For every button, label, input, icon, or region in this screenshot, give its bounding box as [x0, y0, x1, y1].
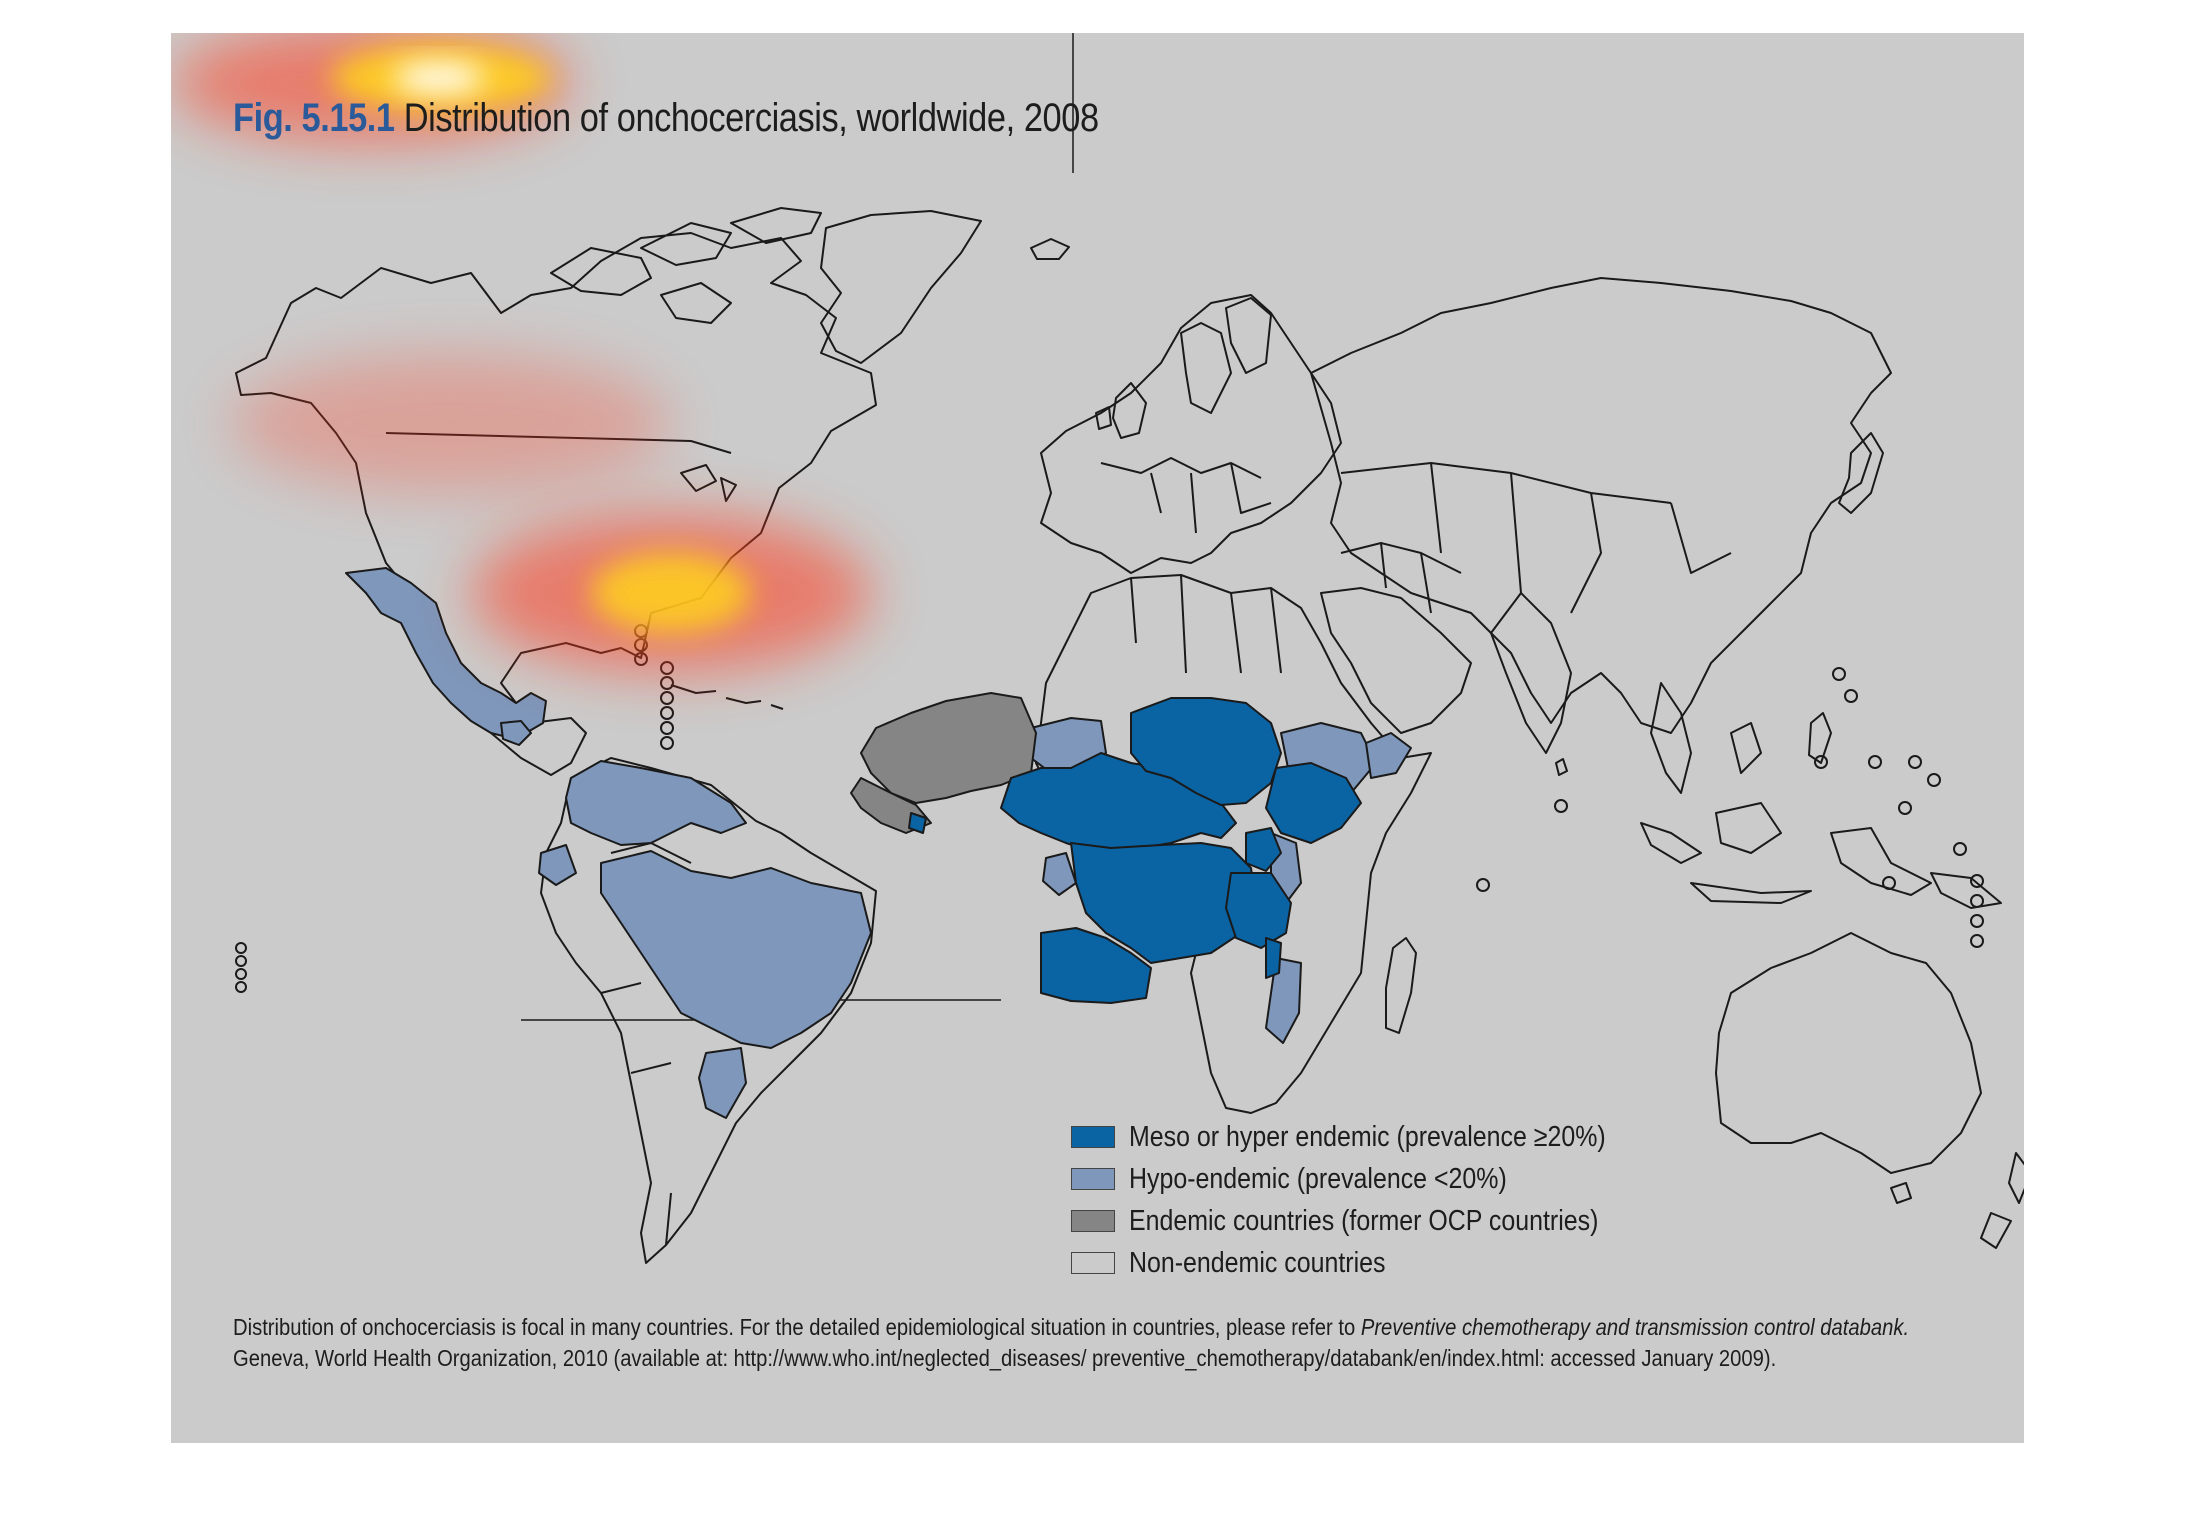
legend-swatch-ocp: [1071, 1210, 1115, 1232]
map-panel: [171, 33, 2024, 1443]
uk-outline: [1096, 383, 1146, 438]
somalia-region: [1366, 733, 1411, 778]
brazil-south-region: [699, 1048, 746, 1118]
figure-number: Fig. 5.15.1: [233, 96, 395, 140]
legend-item-meso-hyper: [1071, 1116, 1683, 1158]
se-asia-outline: [1651, 683, 1761, 793]
new-zealand-outline: [1981, 1153, 2024, 1248]
malawi-region: [1266, 938, 1281, 978]
colombia-venezuela-region: [566, 761, 746, 845]
greenland-outline: [821, 211, 981, 363]
legend-item-ocp: [1071, 1200, 1683, 1242]
asia-borders: [1341, 463, 1731, 613]
middle-east-borders: [1341, 543, 1461, 613]
japan-outline: [1839, 433, 1883, 513]
legend-swatch-meso-hyper: [1071, 1126, 1115, 1148]
gabon-region: [1043, 853, 1076, 895]
sri-lanka-outline: [1556, 759, 1567, 775]
arctic-islands-outline: [551, 208, 821, 323]
arabia-outline: [1321, 588, 1471, 733]
databank-title: Preventive chemotherapy and transmission control databank.: [1360, 1314, 1910, 1340]
map-legend: [1071, 1116, 1683, 1284]
legend-label-non-endemic: Non-endemic countries: [1129, 1246, 1386, 1279]
australia-outline: [1716, 933, 1981, 1173]
legend-label-ocp: Endemic countries (former OCP countries): [1129, 1204, 1599, 1237]
ecuador-region: [539, 845, 576, 885]
india-outline: [1491, 593, 1571, 753]
footnote-line-2: Geneva, World Health Organization, 2010 (available at: http://www.who.int/neglected_diseases/ preventive_chemotherapy/databank/en/index.html: accessed January 2009).: [233, 1345, 1777, 1371]
great-lakes: [681, 465, 736, 501]
tasmania-outline: [1891, 1183, 1911, 1203]
asia-outline: [1311, 278, 1891, 733]
footnote-line-1: [233, 1312, 1910, 1343]
legend-label-meso-hyper: Meso or hyper endemic (prevalence ≥20%): [1129, 1120, 1606, 1153]
europe-outline: [1041, 295, 1341, 573]
footnote: [233, 1312, 1910, 1374]
iceland-outline: [1031, 239, 1069, 259]
figure-title: [233, 96, 1099, 141]
europe-borders: [1101, 458, 1271, 533]
madagascar-outline: [1386, 938, 1416, 1033]
scandinavia-outline: [1181, 298, 1271, 413]
png-outline: [1931, 873, 2001, 908]
legend-label-hypo: Hypo-endemic (prevalence <20%): [1129, 1162, 1507, 1195]
north-america-outline: [236, 233, 876, 775]
figure-title-text: Distribution of onchocerciasis, worldwide, 2008: [403, 96, 1099, 140]
legend-swatch-hypo: [1071, 1168, 1115, 1190]
legend-item-hypo: [1071, 1158, 1683, 1200]
legend-item-non-endemic: [1071, 1242, 1683, 1284]
country-outlines: [236, 33, 2024, 1263]
footnote-line-1-text: Distribution of onchocerciasis is focal in many countries. For the detailed epidemiological situation in countries, please refer to: [233, 1314, 1361, 1340]
legend-swatch-non-endemic: [1071, 1252, 1115, 1274]
caribbean-outline: [671, 685, 783, 709]
brazil-region: [601, 851, 871, 1048]
